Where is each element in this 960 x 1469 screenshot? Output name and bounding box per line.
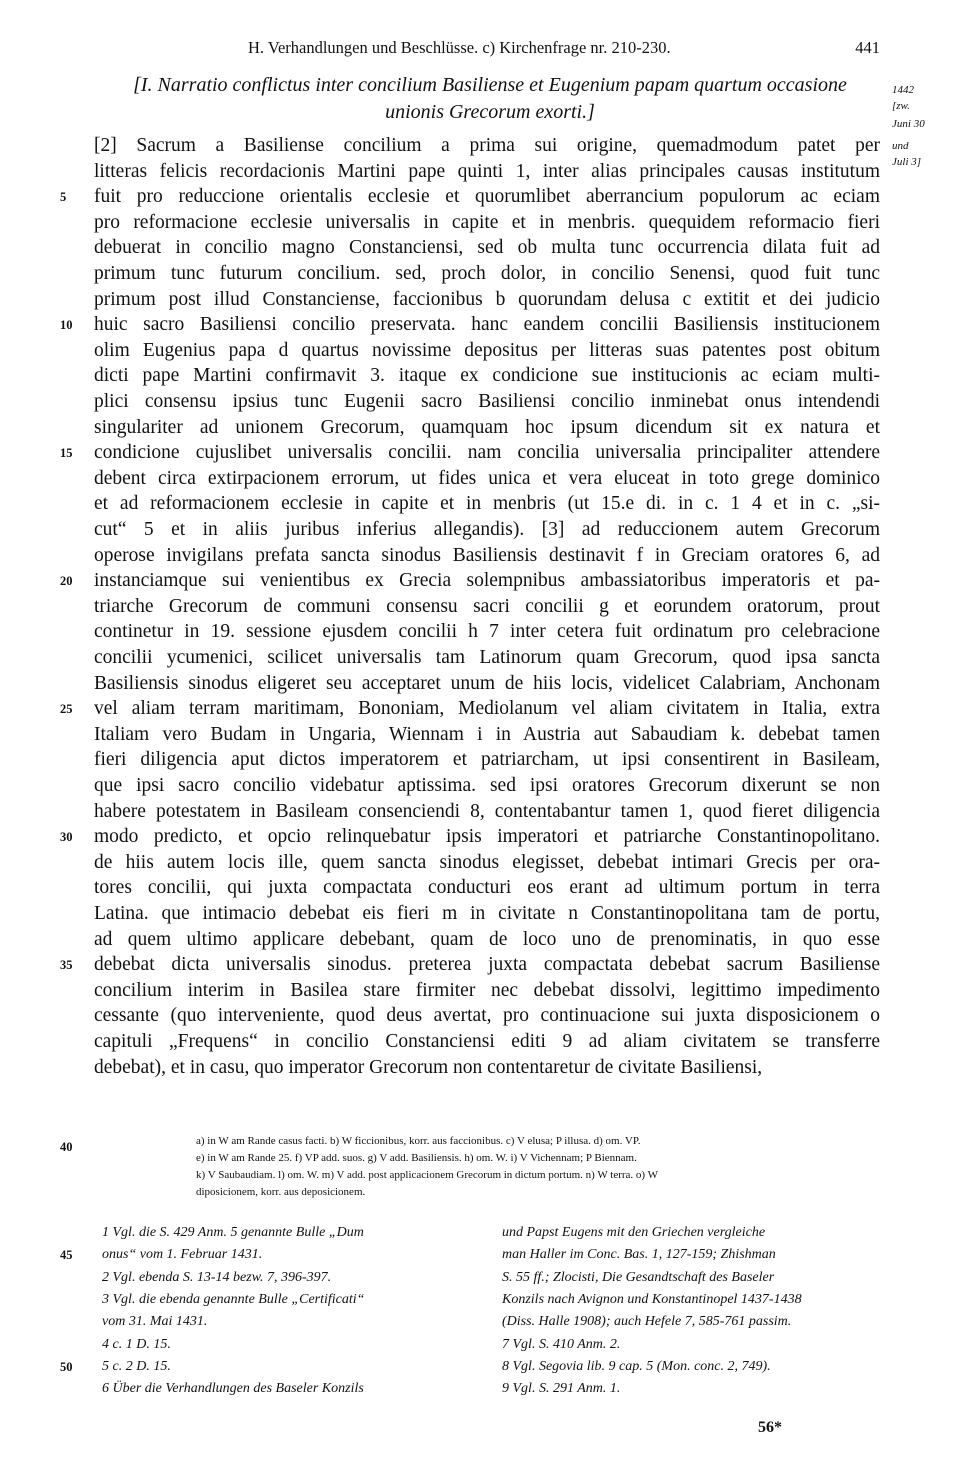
text-line: [2] Sacrum a Basiliense concilium a prima sui origine, quemadmodum patet per [94, 135, 880, 156]
footnote-line: onus“ vom 1. Februar 1431. [102, 1247, 263, 1262]
footnote-line: 9 Vgl. S. 291 Anm. 1. [502, 1381, 621, 1396]
apparatus-line: k) V Saubaudiam. l) om. W. m) V add. post applicacionem Grecorum in dictum portum. n) W terra. o) W [196, 1169, 659, 1181]
footnote-line: vom 31. Mai 1431. [102, 1314, 208, 1329]
running-header [248, 38, 880, 62]
line-number: 15 [60, 446, 73, 460]
text-line: olim Eugenius papa d quartus novissime depositus per litteras suas patentes post obitum [94, 340, 880, 361]
text-line: dicti pape Martini confirmavit 3. itaque ex condicione sue institucionis ac eciam multi- [94, 365, 880, 386]
margin-date-end: Juli 3] [892, 156, 922, 168]
text-line: tores concilii, qui juxta compactata conducturi eos erant ad ultimum portum in terra [94, 877, 880, 898]
line-number: 50 [60, 1360, 73, 1374]
text-line: primum post illud Constanciense, faccionibus b quorundam delusa c extitit et dei judicio [94, 289, 880, 310]
text-line: debebat dicta universalis sinodus. preterea juxta compactata debebat sacrum Basiliense [94, 954, 880, 975]
footnote-line: 5 c. 2 D. 15. [102, 1359, 171, 1374]
footnote-line: (Diss. Halle 1908); auch Hefele 7, 585-761 passim. [502, 1314, 792, 1329]
text-line: Italiam vero Budam in Ungaria, Wiennam i in Austria aut Sabaudiam k. debebat tamen [94, 724, 880, 745]
line-number: 35 [60, 958, 73, 972]
line-number: 45 [60, 1248, 73, 1262]
text-line: huic sacro Basiliensi concilio preservata. hanc eandem concilii Basiliensis institucionem [94, 314, 880, 335]
footnote-line: Konzils nach Avignon und Konstantinopel 1437-1438 [502, 1292, 802, 1307]
text-line: debuerat in concilio magno Constanciensi, sed ob multa tunc occurrencia dilata fuit ad [94, 237, 880, 258]
footnote-line: S. 55 ff.; Zlocisti, Die Gesandtschaft des Baseler [502, 1270, 775, 1285]
footnote-line: 3 Vgl. die ebenda genannte Bulle „Certificati“ [102, 1292, 365, 1307]
text-line: ad quem ultimo applicare debebant, quam de loco uno de prenominatis, in quo esse [94, 929, 880, 950]
text-line: que ipsi sacro concilio videbatur aptissima. sed ipsi oratores Grecorum dixerunt se non [94, 775, 880, 796]
text-line: vel aliam terram maritimam, Bononiam, Mediolanum vel aliam civitatem in Italia, extra [94, 698, 880, 719]
line-number: 5 [60, 190, 67, 204]
text-line: et ad reformacionem ecclesie in capite et in menbris (ut 15.e di. in c. 1 4 et in c. „si- [94, 493, 880, 514]
text-line: capituli „Frequens“ in concilio Constanciensi editi 9 ad aliam civitatem se transferre [94, 1031, 880, 1052]
line-number: 30 [60, 830, 73, 844]
line-number: 20 [60, 574, 73, 588]
section-heading-line-2: unionis Grecorum exorti.] [385, 101, 595, 123]
text-line: triarche Grecorum de communi consensu sacri concilii g et eorundem oratorum, prout [94, 596, 880, 617]
text-line: de hiis autem locis ille, quem sancta sinodus elegisset, debebat intimari Grecis per ora- [94, 852, 880, 873]
text-line: pro reformacione ecclesie universalis in capite et in menbris. quequidem reformacio fieri [94, 212, 880, 233]
text-line: modo predicto, et opcio relinquebatur ipsis imperatori et patriarche Constantinopolitano. [94, 826, 880, 847]
text-line: operose invigilans prefata sancta sinodus Basiliensis destinavit f in Greciam oratores 6, ad [94, 545, 880, 566]
text-line: singulariter ad unionem Grecorum, quamquam hoc ipsum dicendum sit ex natura et [94, 417, 880, 438]
apparatus-line: e) in W am Rande 25. f) VP add. suos. g) V add. Basiliensis. h) om. W. i) V Vichennam; P Biennam. [196, 1152, 637, 1164]
text-line: debent circa extirpacionem errorum, ut fides unica et vera eluceat in toto grege dominico [94, 468, 880, 489]
line-number: 25 [60, 702, 73, 716]
text-line: primum tunc futurum concilium. sed, proch dolor, in concilio Senensi, quod fuit tunc [94, 263, 880, 284]
footnote-line: 8 Vgl. Segovia lib. 9 cap. 5 (Mon. conc. 2, 749). [502, 1359, 771, 1374]
text-line: fuit pro reduccione orientalis ecclesie et quorumlibet aberrancium populorum ac eciam [94, 186, 880, 207]
footnote-line: 2 Vgl. ebenda S. 13-14 bezw. 7, 396-397. [102, 1270, 332, 1285]
apparatus-line-number: 40 [60, 1140, 73, 1154]
text-line: Basiliensis sinodus eligeret seu acceptaret unum de hiis locis, videlicet Calabriam, Anchonam [94, 673, 880, 694]
text-line: cut“ 5 et in aliis juribus inferius allegandis). [3] ad reduccionem autem Grecorum [94, 519, 880, 540]
text-line: Latina. que intimacio debebat eis fieri m in civitate n Constantinopolitana tam de portu, [94, 903, 880, 924]
footnote-line: und Papst Eugens mit den Griechen vergleiche [502, 1225, 766, 1240]
text-line: condicione cujuslibet universalis concilii. nam concilia universalia principaliter attendere [94, 442, 880, 463]
margin-date-year: 1442 [892, 84, 914, 96]
line-number: 10 [60, 318, 73, 332]
text-line: debebat), et in casu, quo imperator Grecorum non contentaretur de civitate Basiliensi, [94, 1057, 763, 1078]
margin-date-start: Juni 30 [892, 118, 925, 130]
text-line: fieri diligencia aput dictos imperatorem et patriarcham, ut ipsi consentirent in Basileam, [94, 749, 880, 770]
footnote-line: man Haller im Conc. Bas. 1, 127-159; Zhishman [502, 1247, 776, 1262]
footnote-line: 4 c. 1 D. 15. [102, 1337, 171, 1352]
footnote-line: 1 Vgl. die S. 429 Anm. 5 genannte Bulle „Dum [102, 1225, 364, 1240]
printer-signature: 56* [758, 1419, 782, 1436]
text-line: plici consensu ipsius tunc Eugenii sacro Basiliensi concilio inminebat onus intendendi [94, 391, 880, 412]
text-line: concilii ycumenici, scilicet universalis tam Latinorum quam Grecorum, quod ipsa sancta [94, 647, 880, 668]
text-line: continetur in 19. sessione ejusdem concilii h 7 inter cetera fuit ordinatum pro celebracione [94, 621, 880, 642]
text-line: cessante (quo interveniente, quod deus avertat, pro continuacione sui juxta disposicionem o [94, 1005, 880, 1026]
footnote-line: 6 Über die Verhandlungen des Baseler Konzils [102, 1381, 364, 1396]
page-number: 441 [855, 38, 880, 57]
text-line: litteras felicis recordacionis Martini pape quinti 1, inter alias principales causas institutum [94, 161, 880, 182]
apparatus-line: a) in W am Rande casus facti. b) W ficcionibus, korr. aus faccionibus. c) V elusa; P illusa. d) om. VP. [196, 1135, 641, 1147]
apparatus-line: diposicionem, korr. aus deposicionem. [196, 1186, 366, 1198]
footnote-line: 7 Vgl. S. 410 Anm. 2. [502, 1337, 621, 1352]
text-line: instanciamque sui venientibus ex Grecia solempnibus ambassiatoribus imperatoris et pa- [94, 570, 880, 591]
text-line: concilium interim in Basilea stare firmiter nec debebat dissolvi, legittimo impedimento [94, 980, 880, 1001]
section-heading-line-1: [I. Narratio conflictus inter concilium Basiliense et Eugenium papam quartum occasione [133, 74, 847, 96]
text-line: habere potestatem in Basileam consenciendi 8, contentabantur tamen 1, quod fieret diligencia [94, 801, 880, 822]
margin-date-and: und [892, 140, 909, 152]
margin-date-between: [zw. [892, 100, 910, 112]
running-title: H. Verhandlungen und Beschlüsse. c) Kirchenfrage nr. 210-230. [248, 38, 671, 57]
